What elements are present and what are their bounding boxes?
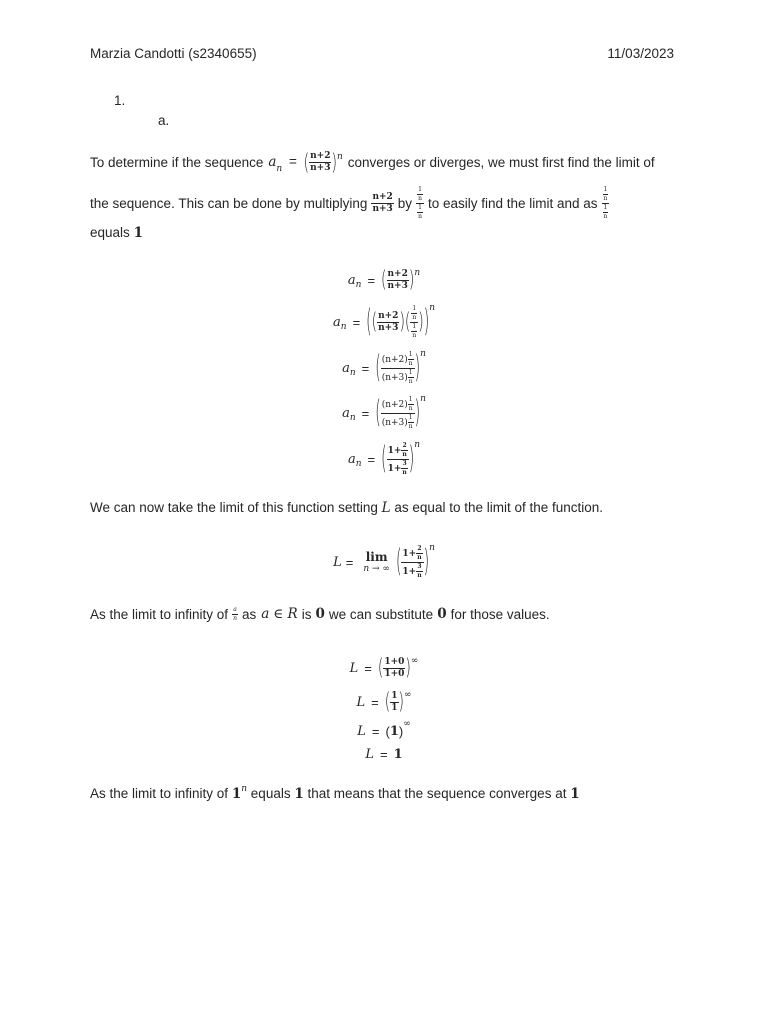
- para3-a: a: [261, 606, 270, 622]
- para4-one: 1: [294, 786, 304, 802]
- para4-text-2: equals: [250, 786, 291, 801]
- equation-3: a n = ( (n+2) $\frac{1}{n}$ (n+3) $\frac{1}{n}$ ) n: [342, 349, 426, 386]
- equation-stack-2: [0, 650, 768, 764]
- intro-text-3: the sequence. This can be done by multiplying: [90, 196, 368, 211]
- equation-4: a n = ( (n+2) $\frac{1}{n}$ (n+3) $\frac{1}{n}$ ) n: [342, 394, 426, 431]
- para2-text-1: We can now take the limit of this function setting: [90, 500, 378, 515]
- equation-stack: [0, 262, 768, 482]
- intro-text-4: by: [397, 196, 413, 211]
- fraction: $\frac{n+2}{n+3}$: [372, 192, 393, 214]
- intro-line-2: [90, 187, 613, 220]
- equation-9: L = 1: [365, 746, 403, 762]
- paragraph-4: [90, 786, 580, 802]
- para4-text-3: that means that the sequence converges at: [307, 786, 567, 801]
- intro-line-1: To determine if the sequence $a_n$ = ( $\frac{n+2}{n+3}$ )$^n$ converges or diverges, we must first find the limit of: [90, 149, 655, 176]
- para3-text-1: As the limit to infinity of: [90, 606, 229, 622]
- para3-zero-2: 0: [437, 606, 447, 622]
- math-a: a: [268, 154, 277, 171]
- equation-8: L = ( 1 ) ∞: [357, 719, 411, 739]
- paragraph-2: [90, 500, 603, 516]
- document-date: 11/03/2023: [607, 46, 674, 61]
- limit-equation: L = lim n → ∞ ( 1+ $\frac{2}{n}$ 1+ $\frac{3}{n}$ ) n: [333, 543, 435, 580]
- fraction-a-over-n: $\frac{a}{n}$: [233, 605, 237, 622]
- para3-text-2: as: [241, 606, 257, 622]
- intro-text-2: converges or diverges, we must first find the limit of: [347, 155, 655, 170]
- fraction-one-over-n: $\frac{\frac{1}{n}}{\frac{1}{n}}$: [418, 186, 422, 220]
- intro-one: 1: [133, 225, 143, 241]
- intro-text-5: to easily find the limit and as: [427, 196, 598, 211]
- limit-operator: lim n → ∞: [363, 550, 390, 574]
- para2-text-2: as equal to the limit of the function.: [394, 500, 604, 515]
- equation-1: a n = ( $\frac{n+2}{n+3}$ ) n: [347, 267, 421, 293]
- para2-L: L: [381, 500, 391, 516]
- para3-text-3: is: [301, 606, 312, 622]
- intro-text-1: To determine if the sequence: [90, 155, 264, 170]
- math-sub-n: n: [276, 164, 283, 175]
- para4-base: 1: [231, 786, 242, 802]
- para3-text-5: for those values.: [450, 606, 550, 622]
- paragraph-3: [90, 606, 550, 622]
- math-sup-n: n: [336, 152, 343, 163]
- equation-6: L = ( $\frac{1+0}{1+0}$ ) ∞: [349, 655, 419, 681]
- author-name: Marzia Candotti (s2340655): [90, 46, 257, 61]
- list-letter: a.: [158, 113, 170, 128]
- para3-text-4: we can substitute: [328, 606, 434, 622]
- para3-member: ∈ R: [273, 606, 298, 622]
- intro-text-6: equals: [90, 225, 130, 240]
- para4-text-1: As the limit to infinity of: [90, 786, 229, 801]
- para4-exp: n: [241, 784, 248, 794]
- fraction-one-over-n-2: $\frac{\frac{1}{n}}{\frac{1}{n}}$: [603, 186, 608, 220]
- equation-5: a n = ( 1+ $\frac{2}{n}$ 1+ $\frac{3}{n}$ ) n: [347, 440, 421, 477]
- equation-2: a n = ( ( $\frac{n+2}{n+3}$ ) ( $\frac{\frac{1}{n}}{\frac{1}{n}}$ ) ) n: [333, 303, 435, 340]
- fraction: $\frac{n+2}{n+3}$: [310, 151, 331, 173]
- intro-line-3: [90, 225, 143, 241]
- para3-zero: 0: [315, 606, 325, 622]
- para4-one-2: 1: [570, 786, 580, 802]
- equation-7: L = ( $\frac{1}{1}$ ) ∞: [356, 689, 412, 715]
- list-number: 1.: [114, 93, 126, 108]
